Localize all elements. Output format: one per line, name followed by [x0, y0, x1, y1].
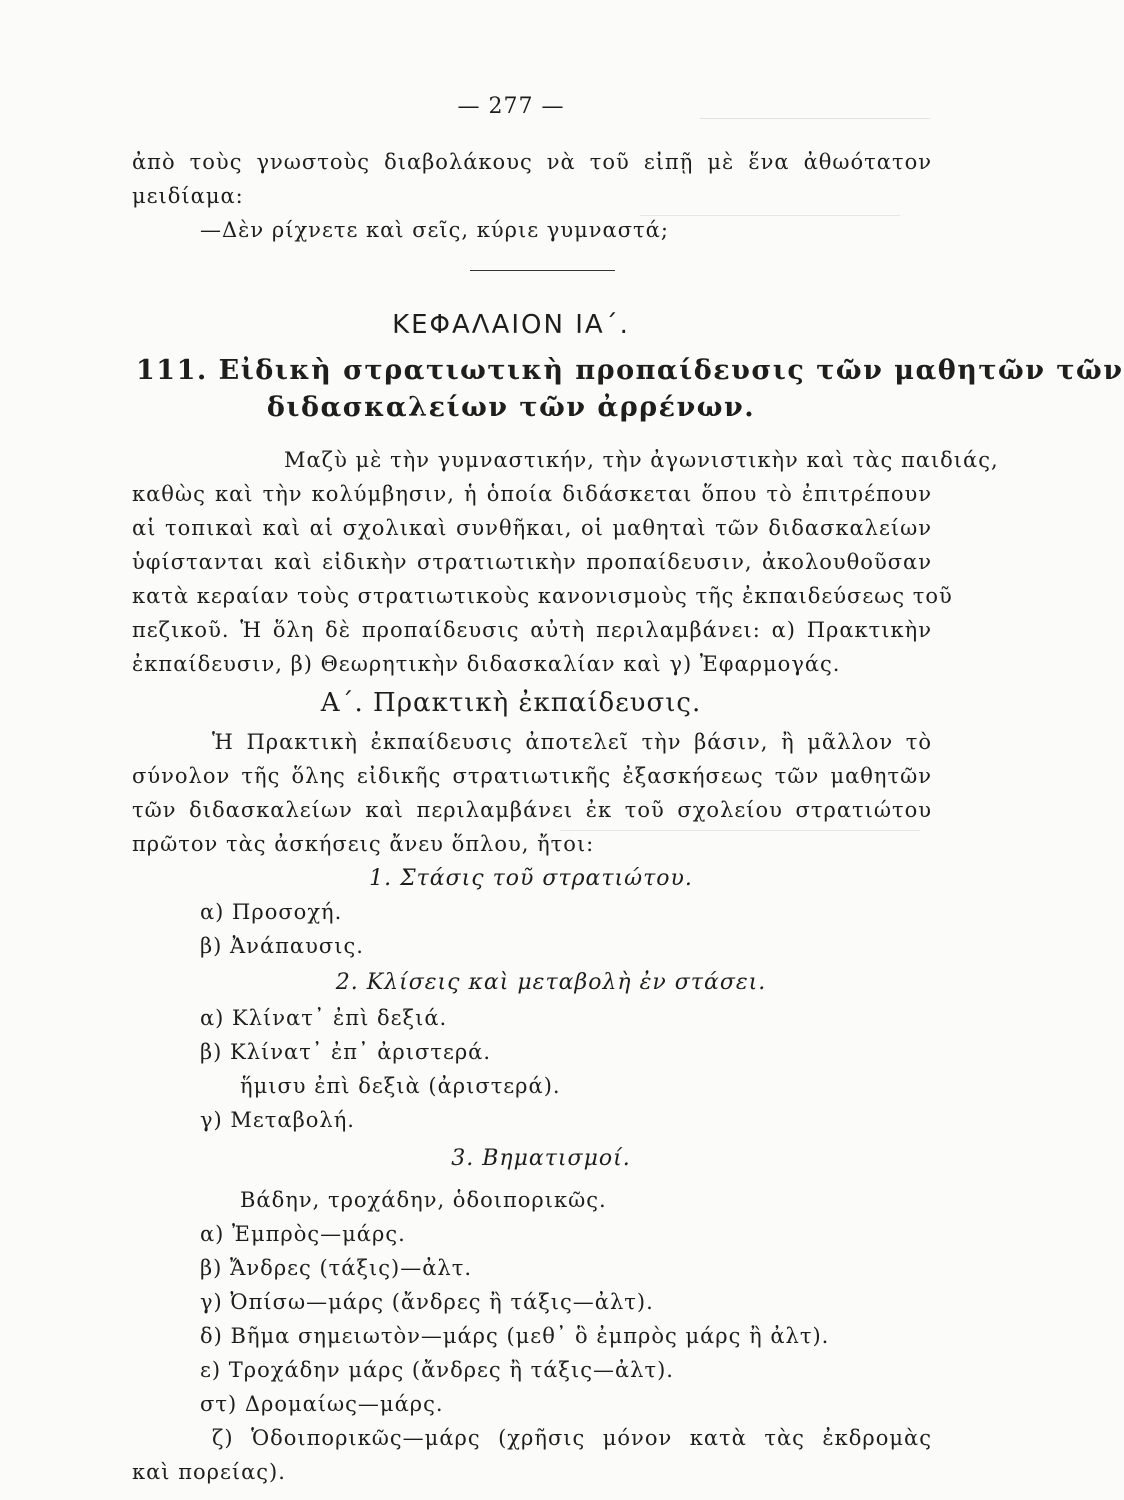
dialogue-line: —Δὲν ρίχνετε καὶ σεῖς, κύριε γυμναστά;	[200, 218, 669, 242]
list-item: στ) Δρομαίως—μάρς.	[200, 1392, 444, 1416]
list-intro: Βάδην, τροχάδην, ὁδοιπορικῶς.	[240, 1188, 607, 1212]
list-item: ἥμισυ ἐπὶ δεξιὰ (ἀριστερά).	[240, 1074, 561, 1098]
list-item: β) Κλίνατ᾿ ἐπ᾿ ἀριστερά.	[200, 1040, 492, 1064]
paragraph-line: Ἡ Πρακτικὴ ἐκπαίδευσις ἀποτελεῖ τὴν βάσιν, ἢ μᾶλλον τὸ	[212, 730, 932, 754]
bleed-through-mark	[640, 215, 900, 230]
paragraph-line: ὑφίστανται καὶ εἰδικὴν στρατιωτικὴν προπαίδευσιν, ἀκολουθοῦσαν	[132, 550, 932, 574]
subheading: Α΄. Πρακτικὴ ἐκπαίδευσις.	[320, 688, 702, 718]
text-line: μειδίαμα:	[132, 184, 244, 208]
list-item: γ) Μεταβολή.	[200, 1108, 355, 1132]
paragraph-line: αἱ τοπικαὶ καὶ αἱ σχολικαὶ συνθῆκαι, οἱ μαθηταὶ τῶν διδασκαλείων	[132, 516, 932, 540]
list-section-title: 3. Βηματισμοί.	[451, 1146, 631, 1171]
list-item: α) Ἐμπρὸς—μάρς.	[200, 1222, 406, 1246]
section-heading-line-2: διδασκαλείων τῶν ἀρρένων.	[266, 392, 756, 423]
list-item: α) Κλίνατ᾿ ἐπὶ δεξιά.	[200, 1006, 448, 1030]
separator-rule	[470, 270, 615, 271]
text-line: ἀπὸ τοὺς γνωστοὺς διαβολάκους νὰ τοῦ εἰπῇ μὲ ἕνα ἀθωότατον	[132, 150, 932, 174]
paragraph-line: σύνολον τῆς ὅλης εἰδικῆς στρατιωτικῆς ἐξασκήσεως τῶν μαθητῶν	[132, 764, 932, 788]
list-section-title: 1. Στάσις τοῦ στρατιώτου.	[369, 866, 693, 891]
bleed-through-mark	[560, 830, 920, 845]
paragraph-line: καθὼς καὶ τὴν κολύμβησιν, ἡ ὁποία διδάσκεται ὅπου τὸ ἐπιτρέπουν	[132, 482, 932, 506]
page-number: — 277 —	[457, 94, 565, 119]
list-item: γ) Ὀπίσω—μάρς (ἄνδρες ἢ τάξις—ἀλτ).	[200, 1290, 654, 1314]
list-item: ζ) Ὁδοιπορικῶς—μάρς (χρῆσις μόνον κατὰ τὰς ἐκδρομὰς	[212, 1426, 932, 1450]
paragraph-line: τῶν διδασκαλείων καὶ περιλαμβάνει ἐκ τοῦ σχολείου στρατιώτου	[132, 798, 932, 822]
chapter-title: ΚΕΦΑΛΑΙΟΝ ΙΑ΄.	[392, 310, 630, 340]
list-section-title: 2. Κλίσεις καὶ μεταβολὴ ἐν στάσει.	[335, 970, 767, 995]
paragraph-line: πεζικοῦ. Ἡ ὅλη δὲ προπαίδευσις αὐτὴ περιλαμβάνει: α) Πρακτικὴν	[132, 618, 932, 642]
list-item-continuation: καὶ πορείας).	[132, 1460, 286, 1484]
bleed-through-mark	[700, 118, 930, 133]
paragraph-line: ἐκπαίδευσιν, β) Θεωρητικὴν διδασκαλίαν καὶ γ) Ἐφαρμογάς.	[132, 652, 841, 676]
list-item: δ) Βῆμα σημειωτὸν—μάρς (μεθ᾿ ὃ ἐμπρὸς μάρς ἢ ἀλτ).	[200, 1324, 830, 1348]
list-item: β) Ἀνάπαυσις.	[200, 934, 364, 958]
paragraph-line: κατὰ κεραίαν τοὺς στρατιωτικοὺς κανονισμοὺς τῆς ἐκπαιδεύσεως τοῦ	[132, 584, 953, 608]
paragraph-line: πρῶτον τὰς ἀσκήσεις ἄνευ ὅπλου, ἤτοι:	[132, 832, 595, 856]
list-item: ε) Τροχάδην μάρς (ἄνδρες ἢ τάξις—ἀλτ).	[200, 1358, 674, 1382]
section-heading-line-1: 111. Εἰδικὴ στρατιωτικὴ προπαίδευσις τῶν μαθητῶν τῶν	[136, 355, 1124, 386]
list-item: α) Προσοχή.	[200, 900, 343, 924]
paragraph-line: Μαζὺ μὲ τὴν γυμναστικήν, τὴν ἀγωνιστικὴν καὶ τὰς παιδιάς,	[284, 448, 999, 472]
list-item: β) Ἄνδρες (τάξις)—ἀλτ.	[200, 1256, 473, 1280]
